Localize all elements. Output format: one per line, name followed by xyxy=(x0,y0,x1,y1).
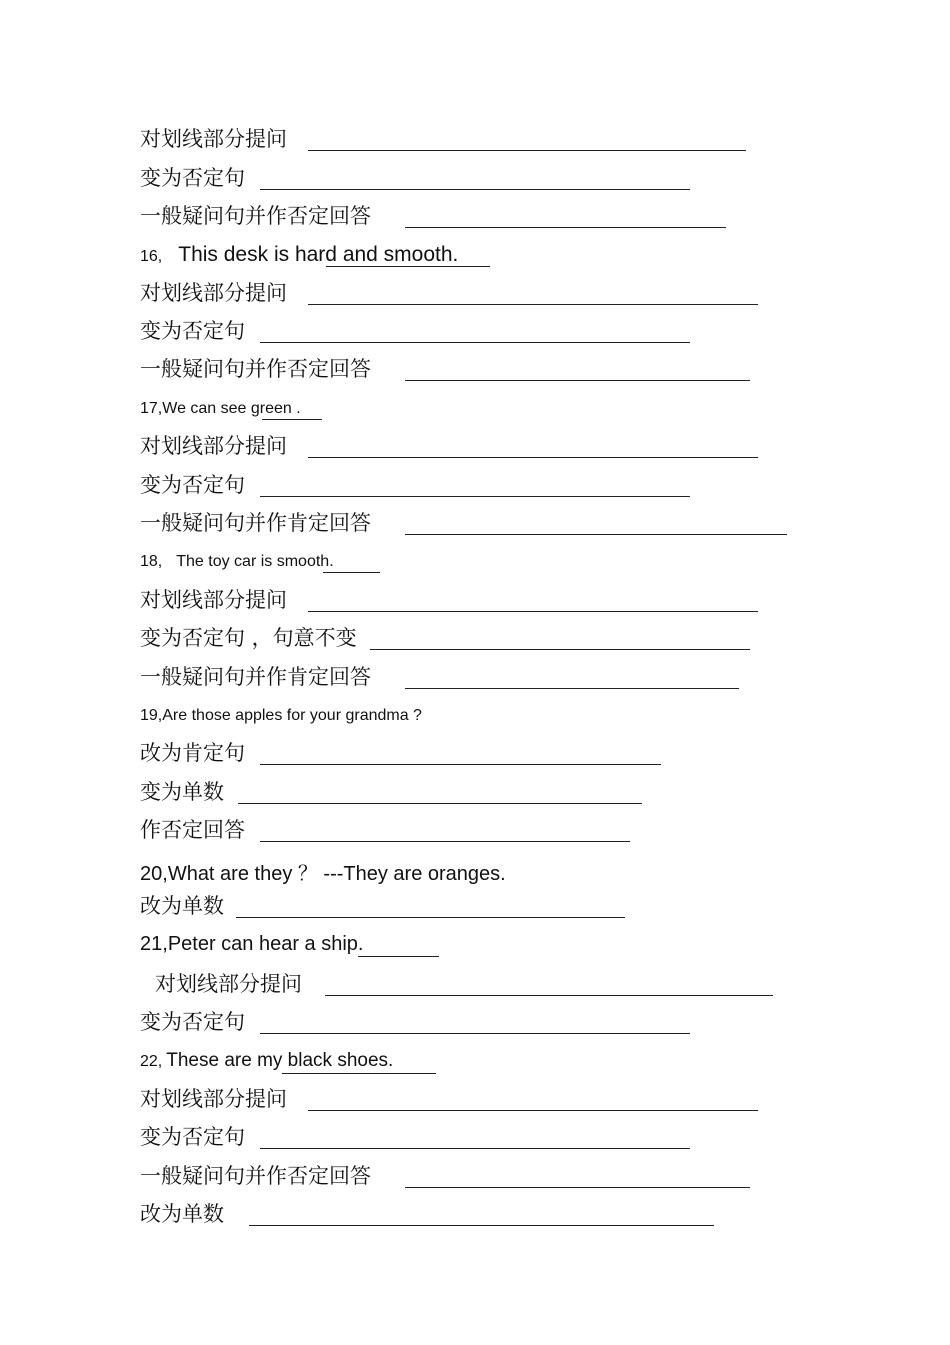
prompt-label: 变为否定句 ，句意不变 xyxy=(140,626,357,650)
question-text: This desk is hard and smooth. xyxy=(178,243,459,266)
underline-mark xyxy=(323,572,380,573)
answer-blank[interactable] xyxy=(308,457,758,458)
question-sentence xyxy=(140,707,422,725)
underline-mark xyxy=(262,419,322,420)
prompt-label: 对划线部分提问 xyxy=(140,434,287,458)
prompt-label: 对划线部分提问 xyxy=(140,1087,287,1111)
question-sentence xyxy=(140,857,506,886)
prompt-label: 变为否定句 xyxy=(140,319,245,343)
answer-blank[interactable] xyxy=(236,917,625,918)
prompt-label: 改为肯定句 xyxy=(140,741,245,765)
prompt-label: 改为单数 xyxy=(140,1202,224,1226)
question-number: 19, xyxy=(140,707,163,724)
question-sentence xyxy=(140,553,334,571)
prompt-label: 对划线部分提问 xyxy=(140,281,287,305)
answer-blank[interactable] xyxy=(308,611,758,612)
prompt-label: 改为单数 xyxy=(140,894,224,918)
underline-mark xyxy=(358,956,439,957)
answer-blank[interactable] xyxy=(260,1033,690,1034)
answer-blank[interactable] xyxy=(308,1110,758,1111)
answer-blank[interactable] xyxy=(405,227,726,228)
underline-mark xyxy=(282,1073,436,1074)
prompt-label: 对划线部分提问 xyxy=(140,127,287,151)
question-text: What are they ？ ---They are oranges. xyxy=(167,863,506,885)
question-text: These are my black shoes. xyxy=(166,1050,394,1071)
answer-blank[interactable] xyxy=(260,1148,690,1149)
prompt-label: 一般疑问句并作否定回答 xyxy=(140,357,371,381)
answer-blank[interactable] xyxy=(405,534,787,535)
prompt-label: 一般疑问句并作肯定回答 xyxy=(140,665,371,689)
answer-blank[interactable] xyxy=(260,189,690,190)
question-number: 17, xyxy=(140,400,163,417)
underline-mark xyxy=(326,266,490,267)
prompt-label: 作否定回答 xyxy=(140,818,245,842)
prompt-label: 一般疑问句并作否定回答 xyxy=(140,1164,371,1188)
question-text: Peter can hear a ship. xyxy=(167,933,364,955)
prompt-label: 对划线部分提问 xyxy=(155,972,302,996)
question-sentence xyxy=(140,400,301,418)
answer-blank[interactable] xyxy=(308,150,746,151)
prompt-label: 对划线部分提问 xyxy=(140,588,287,612)
answer-blank[interactable] xyxy=(308,304,758,305)
answer-blank[interactable] xyxy=(325,995,773,996)
question-number: 16, xyxy=(140,248,163,265)
prompt-label: 变为否定句 xyxy=(140,473,245,497)
answer-blank[interactable] xyxy=(249,1225,714,1226)
question-number: 18, xyxy=(140,553,163,570)
answer-blank[interactable] xyxy=(370,649,750,650)
prompt-label: 一般疑问句并作肯定回答 xyxy=(140,511,371,535)
answer-blank[interactable] xyxy=(260,841,630,842)
question-sentence xyxy=(140,243,458,267)
prompt-label: 变为单数 xyxy=(140,780,224,804)
question-sentence xyxy=(140,1050,393,1072)
prompt-label: 变为否定句 xyxy=(140,1010,245,1034)
answer-blank[interactable] xyxy=(405,1187,750,1188)
question-number: 20, xyxy=(140,863,168,885)
prompt-label: 变为否定句 xyxy=(140,166,245,190)
question-text: The toy car is smooth. xyxy=(176,553,334,570)
answer-blank[interactable] xyxy=(405,688,739,689)
answer-blank[interactable] xyxy=(260,342,690,343)
answer-blank[interactable] xyxy=(260,496,690,497)
question-text: Are those apples for your grandma ? xyxy=(162,707,422,724)
question-sentence xyxy=(140,933,364,956)
prompt-label: 一般疑问句并作否定回答 xyxy=(140,204,371,228)
question-number: 22, xyxy=(140,1053,163,1070)
answer-blank[interactable] xyxy=(238,803,642,804)
prompt-label: 变为否定句 xyxy=(140,1125,245,1149)
question-number: 21, xyxy=(140,933,168,955)
question-text: We can see green . xyxy=(162,400,301,417)
answer-blank[interactable] xyxy=(260,764,661,765)
answer-blank[interactable] xyxy=(405,380,750,381)
